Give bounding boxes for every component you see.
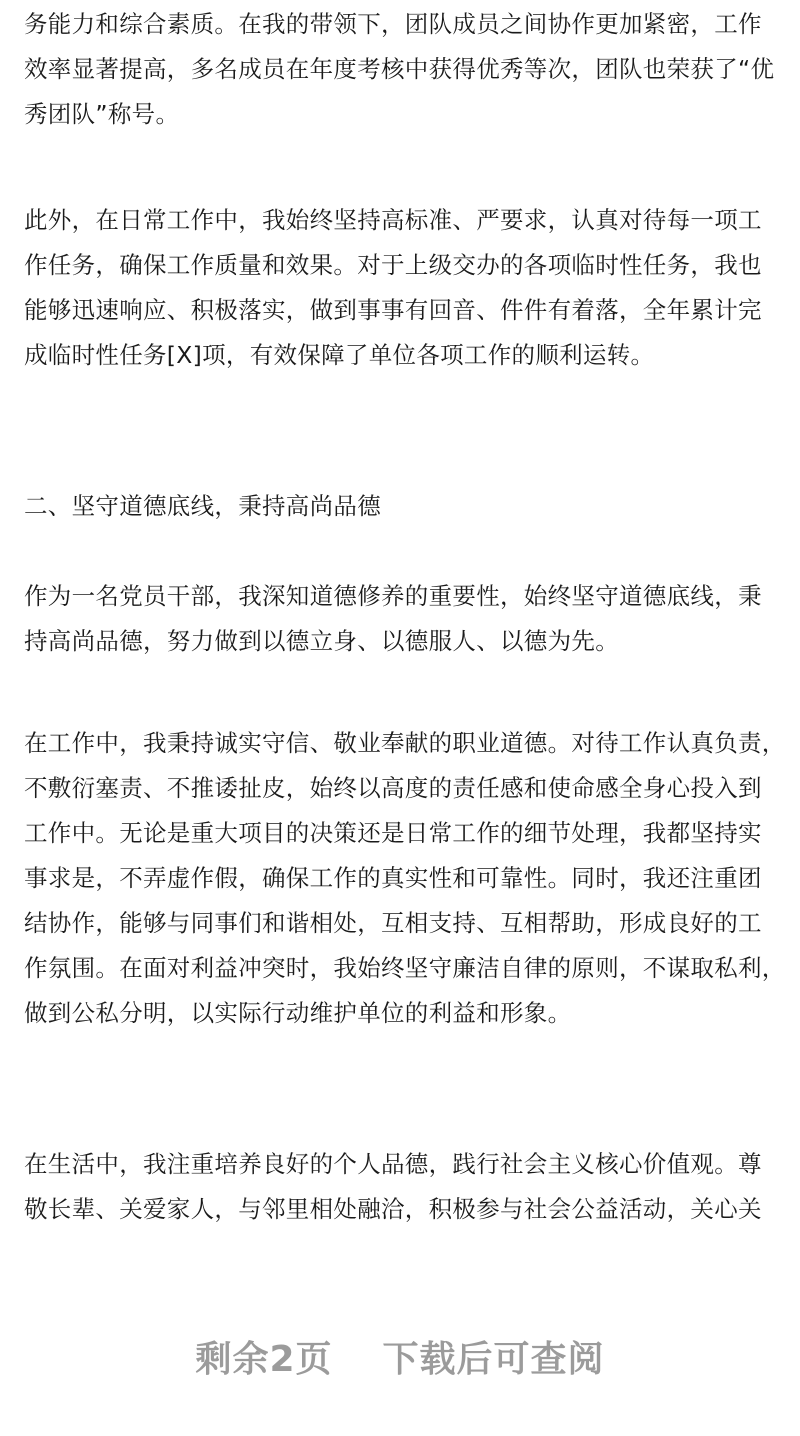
text-line: 作氛围。在面对利益冲突时，我始终坚守廉洁自律的原则，不谋取私利， bbox=[24, 954, 786, 982]
text-line: 作为一名党员干部，我深知道德修养的重要性，始终坚守道德底线，秉 bbox=[24, 582, 762, 610]
heading-text: 二、坚守道德底线，秉持高尚品德 bbox=[24, 492, 381, 520]
remaining-pages-text: 剩余2页 bbox=[195, 1339, 333, 1380]
text-line: 务能力和综合素质。在我的带领下，团队成员之间协作更加紧密，工作 bbox=[24, 10, 762, 38]
text-line: 秀团队”称号。 bbox=[24, 100, 180, 128]
text-line: 能够迅速响应、积极落实，做到事事有回音、件件有着落，全年累计完 bbox=[24, 296, 762, 324]
text-line: 工作中。无论是重大项目的决策还是日常工作的细节处理，我都坚持实 bbox=[24, 819, 762, 847]
text-line: 不敷衍塞责、不推诿扯皮，始终以高度的责任感和使命感全身心投入到 bbox=[24, 774, 762, 802]
download-banner[interactable] bbox=[0, 1330, 800, 1390]
text-line: 结协作，能够与同事们和谐相处，互相支持、互相帮助，形成良好的工 bbox=[24, 909, 762, 937]
text-line: 此外，在日常工作中，我始终坚持高标准、严要求，认真对待每一项工 bbox=[24, 206, 762, 234]
text-line: 在生活中，我注重培养良好的个人品德，践行社会主义核心价值观。尊 bbox=[24, 1150, 762, 1178]
text-line: 在工作中，我秉持诚实守信、敬业奉献的职业道德。对待工作认真负责， bbox=[24, 729, 786, 757]
paragraph-2 bbox=[24, 198, 780, 378]
paragraph-1 bbox=[24, 2, 780, 137]
text-line: 成临时性任务[X]项，有效保障了单位各项工作的顺利运转。 bbox=[24, 341, 655, 369]
text-line: 作任务，确保工作质量和效果。对于上级交办的各项临时性任务，我也 bbox=[24, 251, 762, 279]
text-line: 持高尚品德，努力做到以德立身、以德服人、以德为先。 bbox=[24, 627, 619, 655]
text-line: 效率显著提高，多名成员在年度考核中获得优秀等次，团队也荣获了“优 bbox=[24, 55, 775, 83]
text-line: 做到公私分明，以实际行动维护单位的利益和形象。 bbox=[24, 999, 572, 1027]
text-line: 敬长辈、关爱家人，与邻里相处融洽，积极参与社会公益活动，关心关 bbox=[24, 1195, 762, 1223]
paragraph-4 bbox=[24, 721, 786, 1036]
paragraph-5 bbox=[24, 1142, 780, 1232]
section-heading bbox=[24, 484, 780, 529]
paragraph-3 bbox=[24, 574, 780, 664]
text-line: 事求是，不弄虚作假，确保工作的真实性和可靠性。同时，我还注重团 bbox=[24, 864, 762, 892]
download-hint-text: 下载后可查阅 bbox=[382, 1339, 605, 1380]
